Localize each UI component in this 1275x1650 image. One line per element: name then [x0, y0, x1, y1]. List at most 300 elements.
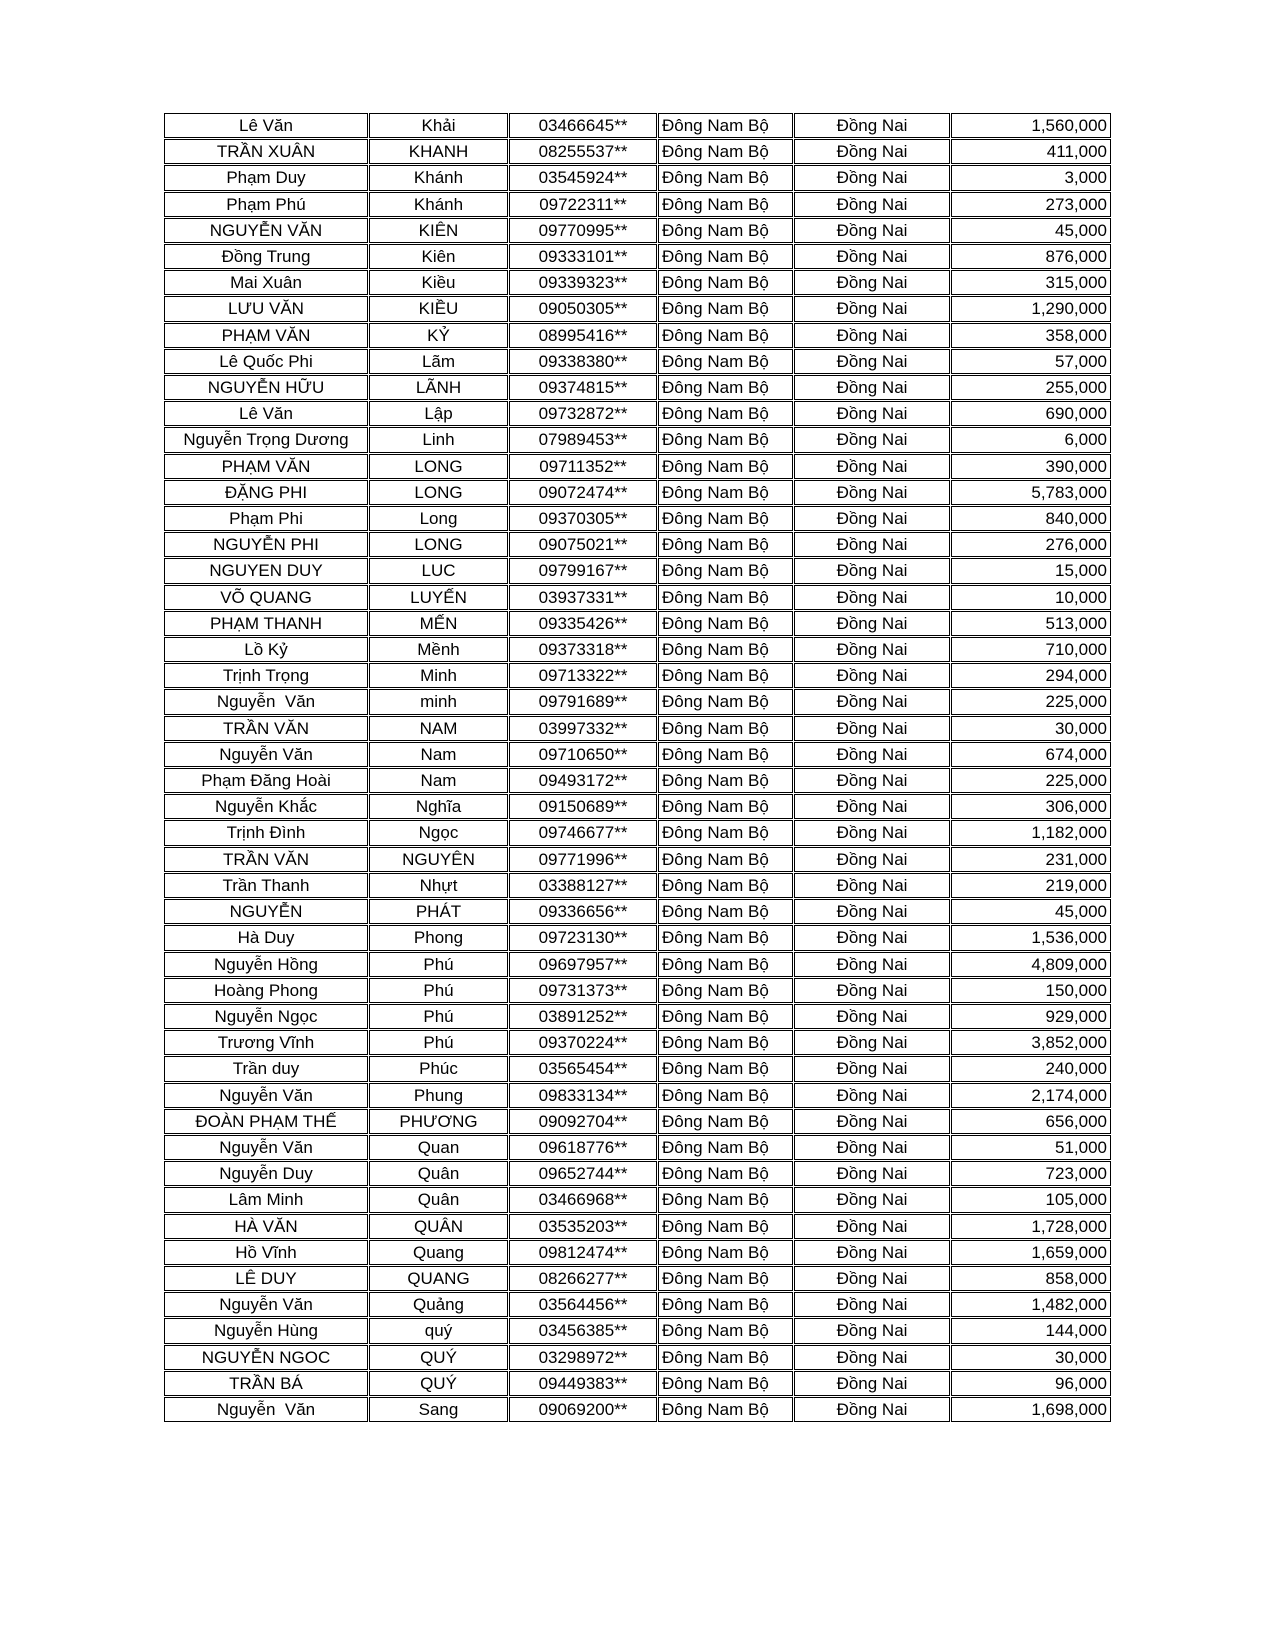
cell-amount: 219,000 — [951, 873, 1111, 898]
table-row — [164, 558, 1111, 583]
cell-province: Đồng Nai — [794, 611, 950, 636]
cell-phone-masked: 09713322** — [509, 663, 657, 688]
cell-region: Đông Nam Bộ — [658, 296, 793, 321]
table-row — [164, 1397, 1111, 1422]
cell-province: Đồng Nai — [794, 689, 950, 714]
table-row — [164, 113, 1111, 138]
cell-amount: 5,783,000 — [951, 480, 1111, 505]
cell-phone-masked: 09746677** — [509, 820, 657, 845]
cell-province: Đồng Nai — [794, 192, 950, 217]
cell-region: Đông Nam Bộ — [658, 978, 793, 1003]
table-row — [164, 270, 1111, 295]
cell-phone-masked: 08995416** — [509, 323, 657, 348]
cell-first-name: Nam — [369, 742, 508, 767]
cell-first-name: Phú — [369, 952, 508, 977]
cell-province: Đồng Nai — [794, 847, 950, 872]
cell-province: Đồng Nai — [794, 1161, 950, 1186]
cell-province: Đồng Nai — [794, 454, 950, 479]
cell-region: Đông Nam Bộ — [658, 244, 793, 269]
cell-last-name: LƯU VĂN — [164, 296, 368, 321]
cell-amount: 240,000 — [951, 1056, 1111, 1081]
cell-region: Đông Nam Bộ — [658, 1004, 793, 1029]
cell-first-name: KIỀU — [369, 296, 508, 321]
table-row — [164, 742, 1111, 767]
cell-last-name: Nguyễn Trọng Dương — [164, 427, 368, 452]
cell-region: Đông Nam Bộ — [658, 1161, 793, 1186]
cell-amount: 57,000 — [951, 349, 1111, 374]
cell-province: Đồng Nai — [794, 794, 950, 819]
cell-region: Đông Nam Bộ — [658, 716, 793, 741]
cell-amount: 876,000 — [951, 244, 1111, 269]
cell-first-name: LUC — [369, 558, 508, 583]
cell-region: Đông Nam Bộ — [658, 637, 793, 662]
cell-province: Đồng Nai — [794, 1214, 950, 1239]
cell-phone-masked: 09075021** — [509, 532, 657, 557]
cell-province: Đồng Nai — [794, 1109, 950, 1134]
cell-region: Đông Nam Bộ — [658, 899, 793, 924]
table-row — [164, 506, 1111, 531]
cell-phone-masked: 09072474** — [509, 480, 657, 505]
cell-region: Đông Nam Bộ — [658, 1371, 793, 1396]
cell-last-name: TRẦN XUÂN — [164, 139, 368, 164]
cell-amount: 45,000 — [951, 899, 1111, 924]
cell-first-name: minh — [369, 689, 508, 714]
cell-phone-masked: 09723130** — [509, 925, 657, 950]
cell-province: Đồng Nai — [794, 663, 950, 688]
cell-region: Đông Nam Bộ — [658, 427, 793, 452]
cell-amount: 690,000 — [951, 401, 1111, 426]
cell-province: Đồng Nai — [794, 820, 950, 845]
table-row — [164, 401, 1111, 426]
cell-first-name: Phúc — [369, 1056, 508, 1081]
table-row — [164, 532, 1111, 557]
cell-province: Đồng Nai — [794, 716, 950, 741]
cell-amount: 929,000 — [951, 1004, 1111, 1029]
table-row — [164, 1083, 1111, 1108]
cell-province: Đồng Nai — [794, 480, 950, 505]
cell-region: Đông Nam Bộ — [658, 1135, 793, 1160]
cell-region: Đông Nam Bộ — [658, 794, 793, 819]
cell-province: Đồng Nai — [794, 244, 950, 269]
cell-province: Đồng Nai — [794, 952, 950, 977]
cell-last-name: Nguyễn Văn — [164, 1292, 368, 1317]
table-row — [164, 794, 1111, 819]
cell-phone-masked: 03891252** — [509, 1004, 657, 1029]
table-row — [164, 1187, 1111, 1212]
cell-amount: 96,000 — [951, 1371, 1111, 1396]
table-row — [164, 1161, 1111, 1186]
cell-last-name: Lâm Minh — [164, 1187, 368, 1212]
cell-first-name: Quang — [369, 1240, 508, 1265]
cell-first-name: Phú — [369, 978, 508, 1003]
table-row — [164, 1266, 1111, 1291]
cell-amount: 306,000 — [951, 794, 1111, 819]
cell-province: Đồng Nai — [794, 978, 950, 1003]
cell-phone-masked: 09799167** — [509, 558, 657, 583]
cell-amount: 255,000 — [951, 375, 1111, 400]
cell-amount: 3,852,000 — [951, 1030, 1111, 1055]
cell-first-name: Kiên — [369, 244, 508, 269]
cell-province: Đồng Nai — [794, 1135, 950, 1160]
cell-phone-masked: 09335426** — [509, 611, 657, 636]
cell-province: Đồng Nai — [794, 558, 950, 583]
cell-province: Đồng Nai — [794, 532, 950, 557]
cell-phone-masked: 09697957** — [509, 952, 657, 977]
cell-amount: 225,000 — [951, 768, 1111, 793]
cell-region: Đông Nam Bộ — [658, 323, 793, 348]
cell-first-name: Nam — [369, 768, 508, 793]
cell-last-name: TRẦN VĂN — [164, 716, 368, 741]
cell-region: Đông Nam Bộ — [658, 1345, 793, 1370]
cell-last-name: Trịnh Trọng — [164, 663, 368, 688]
table-row — [164, 1240, 1111, 1265]
cell-phone-masked: 09373318** — [509, 637, 657, 662]
cell-phone-masked: 03545924** — [509, 165, 657, 190]
cell-region: Đông Nam Bộ — [658, 689, 793, 714]
table-row — [164, 585, 1111, 610]
table-row — [164, 1135, 1111, 1160]
cell-phone-masked: 03565454** — [509, 1056, 657, 1081]
cell-last-name: Trương Vĩnh — [164, 1030, 368, 1055]
cell-amount: 710,000 — [951, 637, 1111, 662]
cell-first-name: LONG — [369, 532, 508, 557]
cell-first-name: KỶ — [369, 323, 508, 348]
cell-last-name: Nguyễn Văn — [164, 689, 368, 714]
cell-amount: 273,000 — [951, 192, 1111, 217]
cell-last-name: NGUYỄN VĂN — [164, 218, 368, 243]
table-row — [164, 899, 1111, 924]
cell-phone-masked: 09370224** — [509, 1030, 657, 1055]
cell-last-name: Hồ Vĩnh — [164, 1240, 368, 1265]
cell-last-name: NGUYỄN NGOC — [164, 1345, 368, 1370]
cell-region: Đông Nam Bộ — [658, 532, 793, 557]
cell-phone-masked: 09791689** — [509, 689, 657, 714]
cell-amount: 674,000 — [951, 742, 1111, 767]
cell-phone-masked: 09333101** — [509, 244, 657, 269]
table-row — [164, 192, 1111, 217]
cell-amount: 150,000 — [951, 978, 1111, 1003]
cell-phone-masked: 09710650** — [509, 742, 657, 767]
cell-last-name: VÕ QUANG — [164, 585, 368, 610]
cell-region: Đông Nam Bộ — [658, 375, 793, 400]
cell-first-name: NGUYÊN — [369, 847, 508, 872]
cell-last-name: Nguyễn Văn — [164, 1397, 368, 1422]
cell-province: Đồng Nai — [794, 637, 950, 662]
cell-amount: 225,000 — [951, 689, 1111, 714]
cell-region: Đông Nam Bộ — [658, 558, 793, 583]
cell-province: Đồng Nai — [794, 1187, 950, 1212]
cell-last-name: Nguyễn Văn — [164, 1083, 368, 1108]
cell-phone-masked: 09732872** — [509, 401, 657, 426]
cell-first-name: Khánh — [369, 192, 508, 217]
table-row — [164, 1292, 1111, 1317]
cell-region: Đông Nam Bộ — [658, 1056, 793, 1081]
cell-first-name: Linh — [369, 427, 508, 452]
cell-phone-masked: 03388127** — [509, 873, 657, 898]
cell-phone-masked: 09833134** — [509, 1083, 657, 1108]
cell-first-name: LONG — [369, 454, 508, 479]
cell-region: Đông Nam Bộ — [658, 113, 793, 138]
cell-amount: 315,000 — [951, 270, 1111, 295]
cell-province: Đồng Nai — [794, 1397, 950, 1422]
cell-first-name: Phú — [369, 1004, 508, 1029]
cell-last-name: Lồ Kỷ — [164, 637, 368, 662]
cell-last-name: Phạm Đăng Hoài — [164, 768, 368, 793]
cell-region: Đông Nam Bộ — [658, 165, 793, 190]
cell-first-name: QUÝ — [369, 1371, 508, 1396]
contact-amount-table — [163, 112, 1112, 1423]
cell-phone-masked: 09652744** — [509, 1161, 657, 1186]
cell-province: Đồng Nai — [794, 506, 950, 531]
table-row — [164, 637, 1111, 662]
cell-first-name: KHANH — [369, 139, 508, 164]
cell-province: Đồng Nai — [794, 323, 950, 348]
cell-amount: 15,000 — [951, 558, 1111, 583]
cell-amount: 858,000 — [951, 1266, 1111, 1291]
cell-phone-masked: 07989453** — [509, 427, 657, 452]
cell-province: Đồng Nai — [794, 1266, 950, 1291]
cell-last-name: Phạm Duy — [164, 165, 368, 190]
cell-phone-masked: 03466968** — [509, 1187, 657, 1212]
cell-amount: 276,000 — [951, 532, 1111, 557]
cell-last-name: Lê Văn — [164, 113, 368, 138]
cell-first-name: Phong — [369, 925, 508, 950]
cell-first-name: KIÊN — [369, 218, 508, 243]
cell-region: Đông Nam Bộ — [658, 1214, 793, 1239]
cell-amount: 51,000 — [951, 1135, 1111, 1160]
cell-province: Đồng Nai — [794, 925, 950, 950]
cell-province: Đồng Nai — [794, 768, 950, 793]
cell-first-name: Minh — [369, 663, 508, 688]
table-row — [164, 873, 1111, 898]
table-row — [164, 1109, 1111, 1134]
cell-first-name: Nghĩa — [369, 794, 508, 819]
cell-region: Đông Nam Bộ — [658, 1266, 793, 1291]
table-row — [164, 349, 1111, 374]
cell-last-name: Hoàng Phong — [164, 978, 368, 1003]
cell-region: Đông Nam Bộ — [658, 820, 793, 845]
cell-phone-masked: 09092704** — [509, 1109, 657, 1134]
cell-last-name: Nguyễn Khắc — [164, 794, 368, 819]
cell-province: Đồng Nai — [794, 218, 950, 243]
cell-last-name: Mai Xuân — [164, 270, 368, 295]
cell-region: Đông Nam Bộ — [658, 768, 793, 793]
table-row — [164, 952, 1111, 977]
table-row — [164, 1004, 1111, 1029]
cell-amount: 840,000 — [951, 506, 1111, 531]
cell-last-name: ĐẶNG PHI — [164, 480, 368, 505]
cell-phone-masked: 08266277** — [509, 1266, 657, 1291]
table-row — [164, 454, 1111, 479]
cell-amount: 144,000 — [951, 1318, 1111, 1343]
cell-amount: 10,000 — [951, 585, 1111, 610]
cell-last-name: NGUYỄN PHI — [164, 532, 368, 557]
cell-amount: 411,000 — [951, 139, 1111, 164]
cell-amount: 6,000 — [951, 427, 1111, 452]
cell-first-name: Lập — [369, 401, 508, 426]
cell-first-name: Kiều — [369, 270, 508, 295]
cell-amount: 294,000 — [951, 663, 1111, 688]
cell-province: Đồng Nai — [794, 401, 950, 426]
table-row — [164, 847, 1111, 872]
cell-province: Đồng Nai — [794, 1318, 950, 1343]
cell-last-name: Nguyễn Hồng — [164, 952, 368, 977]
cell-amount: 30,000 — [951, 1345, 1111, 1370]
cell-region: Đông Nam Bộ — [658, 192, 793, 217]
table-row — [164, 1056, 1111, 1081]
cell-first-name: LUYẾN — [369, 585, 508, 610]
cell-province: Đồng Nai — [794, 873, 950, 898]
cell-last-name: TRẦN BÁ — [164, 1371, 368, 1396]
cell-first-name: LÃNH — [369, 375, 508, 400]
cell-phone-masked: 03456385** — [509, 1318, 657, 1343]
cell-phone-masked: 09069200** — [509, 1397, 657, 1422]
cell-phone-masked: 09338380** — [509, 349, 657, 374]
table-row — [164, 663, 1111, 688]
cell-region: Đông Nam Bộ — [658, 1030, 793, 1055]
cell-region: Đông Nam Bộ — [658, 742, 793, 767]
cell-amount: 513,000 — [951, 611, 1111, 636]
table-row — [164, 480, 1111, 505]
cell-province: Đồng Nai — [794, 427, 950, 452]
cell-first-name: Khải — [369, 113, 508, 138]
cell-province: Đồng Nai — [794, 1030, 950, 1055]
cell-phone-masked: 03564456** — [509, 1292, 657, 1317]
cell-first-name: MẾN — [369, 611, 508, 636]
cell-first-name: Mềnh — [369, 637, 508, 662]
cell-amount: 2,174,000 — [951, 1083, 1111, 1108]
cell-region: Đông Nam Bộ — [658, 585, 793, 610]
cell-region: Đông Nam Bộ — [658, 349, 793, 374]
cell-phone-masked: 03466645** — [509, 113, 657, 138]
cell-last-name: Hà Duy — [164, 925, 368, 950]
cell-region: Đông Nam Bộ — [658, 1083, 793, 1108]
cell-first-name: QUÂN — [369, 1214, 508, 1239]
cell-province: Đồng Nai — [794, 1371, 950, 1396]
cell-province: Đồng Nai — [794, 585, 950, 610]
table-row — [164, 1371, 1111, 1396]
table-row — [164, 1030, 1111, 1055]
cell-last-name: NGUYỄN HỮU — [164, 375, 368, 400]
cell-first-name: Phú — [369, 1030, 508, 1055]
cell-amount: 105,000 — [951, 1187, 1111, 1212]
cell-phone-masked: 09050305** — [509, 296, 657, 321]
cell-province: Đồng Nai — [794, 139, 950, 164]
cell-region: Đông Nam Bộ — [658, 1109, 793, 1134]
cell-amount: 1,728,000 — [951, 1214, 1111, 1239]
cell-first-name: Ngọc — [369, 820, 508, 845]
cell-region: Đông Nam Bộ — [658, 1318, 793, 1343]
cell-last-name: TRẦN VĂN — [164, 847, 368, 872]
cell-first-name: Khánh — [369, 165, 508, 190]
cell-region: Đông Nam Bộ — [658, 925, 793, 950]
table-row — [164, 296, 1111, 321]
cell-phone-masked: 09812474** — [509, 1240, 657, 1265]
table-row — [164, 925, 1111, 950]
cell-first-name: PHƯƠNG — [369, 1109, 508, 1134]
cell-amount: 390,000 — [951, 454, 1111, 479]
cell-province: Đồng Nai — [794, 1004, 950, 1029]
cell-amount: 1,182,000 — [951, 820, 1111, 845]
cell-phone-masked: 03298972** — [509, 1345, 657, 1370]
cell-last-name: Nguyễn Hùng — [164, 1318, 368, 1343]
table-row — [164, 427, 1111, 452]
table-row — [164, 768, 1111, 793]
table-row — [164, 820, 1111, 845]
cell-region: Đông Nam Bộ — [658, 480, 793, 505]
cell-phone-masked: 09722311** — [509, 192, 657, 217]
cell-region: Đông Nam Bộ — [658, 270, 793, 295]
cell-phone-masked: 08255537** — [509, 139, 657, 164]
cell-last-name: Phạm Phú — [164, 192, 368, 217]
cell-first-name: NAM — [369, 716, 508, 741]
cell-province: Đồng Nai — [794, 899, 950, 924]
cell-first-name: Lãm — [369, 349, 508, 374]
cell-first-name: PHÁT — [369, 899, 508, 924]
cell-amount: 656,000 — [951, 1109, 1111, 1134]
cell-phone-masked: 09339323** — [509, 270, 657, 295]
cell-region: Đông Nam Bộ — [658, 401, 793, 426]
cell-amount: 30,000 — [951, 716, 1111, 741]
cell-phone-masked: 09374815** — [509, 375, 657, 400]
cell-first-name: Quan — [369, 1135, 508, 1160]
cell-province: Đồng Nai — [794, 1056, 950, 1081]
cell-phone-masked: 09618776** — [509, 1135, 657, 1160]
cell-amount: 723,000 — [951, 1161, 1111, 1186]
cell-last-name: NGUYEN DUY — [164, 558, 368, 583]
cell-amount: 3,000 — [951, 165, 1111, 190]
table-body — [164, 113, 1111, 1422]
cell-amount: 358,000 — [951, 323, 1111, 348]
cell-region: Đông Nam Bộ — [658, 1240, 793, 1265]
cell-province: Đồng Nai — [794, 349, 950, 374]
cell-province: Đồng Nai — [794, 1345, 950, 1370]
cell-last-name: PHẠM VĂN — [164, 454, 368, 479]
table-row — [164, 375, 1111, 400]
cell-province: Đồng Nai — [794, 1240, 950, 1265]
cell-first-name: LONG — [369, 480, 508, 505]
cell-phone-masked: 03937331** — [509, 585, 657, 610]
cell-province: Đồng Nai — [794, 375, 950, 400]
cell-last-name: Lê Văn — [164, 401, 368, 426]
table-row — [164, 218, 1111, 243]
cell-phone-masked: 09150689** — [509, 794, 657, 819]
cell-amount: 1,290,000 — [951, 296, 1111, 321]
cell-amount: 1,482,000 — [951, 1292, 1111, 1317]
cell-region: Đông Nam Bộ — [658, 663, 793, 688]
cell-province: Đồng Nai — [794, 296, 950, 321]
cell-amount: 1,698,000 — [951, 1397, 1111, 1422]
cell-first-name: Nhựt — [369, 873, 508, 898]
table-row — [164, 1345, 1111, 1370]
cell-last-name: Trịnh Đình — [164, 820, 368, 845]
cell-amount: 231,000 — [951, 847, 1111, 872]
cell-first-name: quý — [369, 1318, 508, 1343]
cell-phone-masked: 09711352** — [509, 454, 657, 479]
cell-region: Đông Nam Bộ — [658, 506, 793, 531]
cell-phone-masked: 09771996** — [509, 847, 657, 872]
cell-amount: 1,536,000 — [951, 925, 1111, 950]
cell-first-name: Quân — [369, 1187, 508, 1212]
table-row — [164, 244, 1111, 269]
table-row — [164, 689, 1111, 714]
cell-first-name: QUANG — [369, 1266, 508, 1291]
cell-first-name: QUÝ — [369, 1345, 508, 1370]
cell-province: Đồng Nai — [794, 742, 950, 767]
table-row — [164, 323, 1111, 348]
cell-amount: 1,560,000 — [951, 113, 1111, 138]
cell-amount: 1,659,000 — [951, 1240, 1111, 1265]
